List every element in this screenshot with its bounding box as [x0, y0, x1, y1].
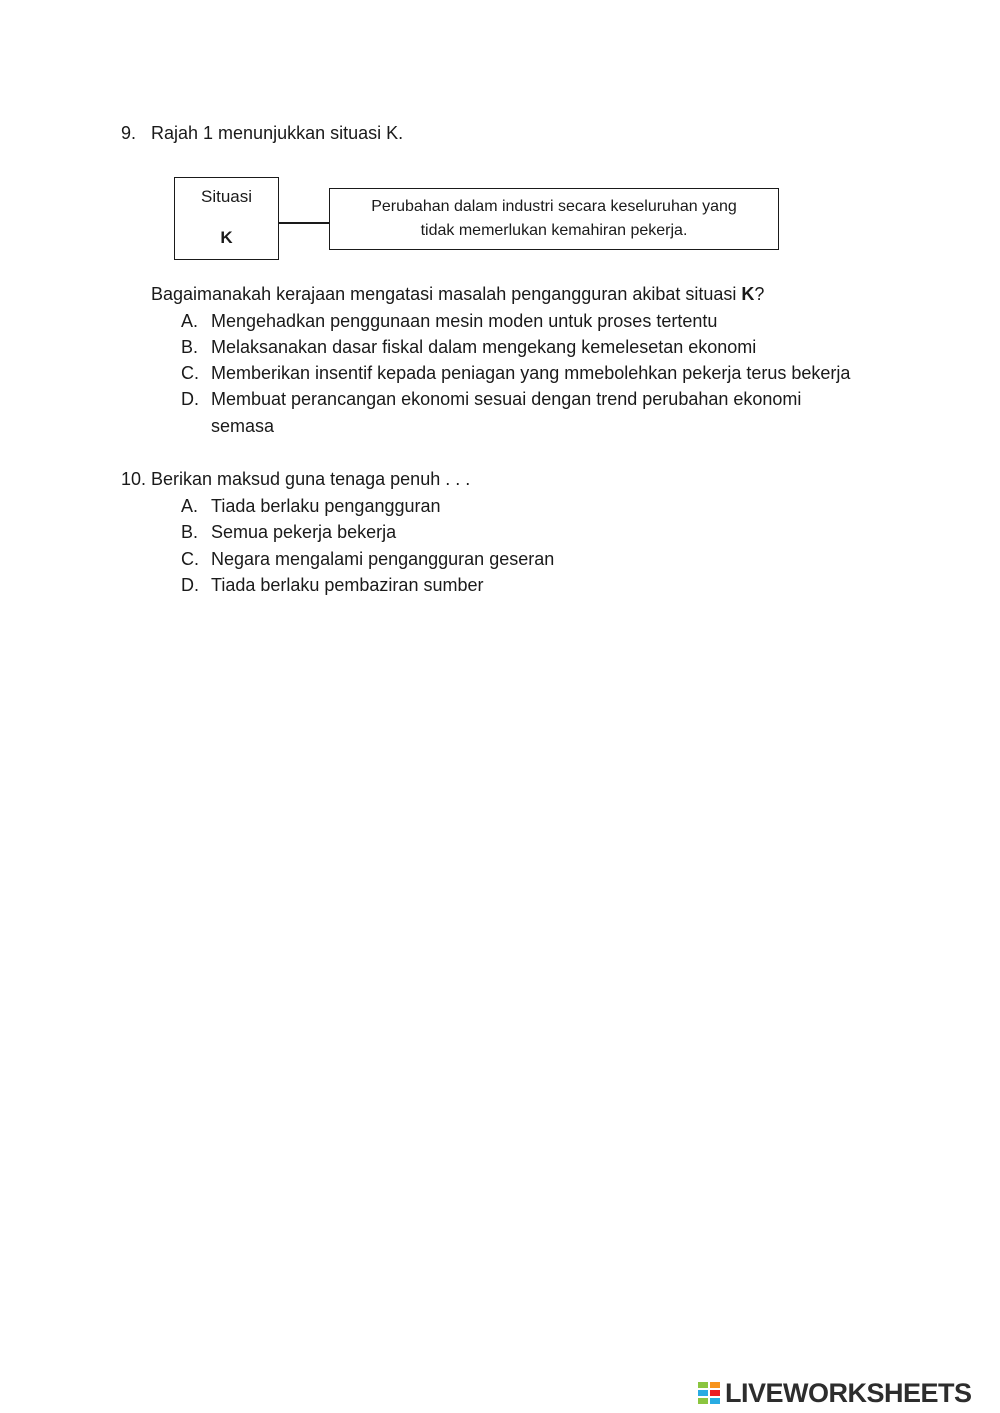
option-text: Membuat perancangan ekonomi sesuai dengan trend perubahan ekonomi [211, 389, 802, 409]
option-text: Semua pekerja bekerja [211, 522, 397, 542]
q9-option-c[interactable] [181, 362, 881, 384]
q9-option-a[interactable] [181, 310, 881, 332]
diagram-connector-line [279, 222, 329, 224]
liveworksheets-logo [698, 1377, 972, 1409]
liveworksheets-logo-icon [698, 1380, 722, 1406]
question-10-number: 10. [121, 469, 147, 489]
description-line-2: tidak memerlukan kemahiran pekerja. [420, 222, 688, 239]
situation-letter: K [220, 228, 233, 247]
option-letter: C. [181, 549, 199, 569]
prompt-bold-letter: K [741, 284, 755, 304]
question-9-number: 9. [121, 123, 137, 143]
logo-block-blue-2 [710, 1398, 720, 1404]
logo-block-green-2 [698, 1398, 708, 1404]
question-10-heading [121, 468, 521, 490]
option-letter: A. [181, 311, 199, 331]
situation-k-box [174, 177, 279, 260]
option-text: Mengehadkan penggunaan mesin moden untuk proses tertentu [211, 311, 718, 331]
option-text-continued: semasa [211, 416, 275, 436]
q9-option-b[interactable] [181, 336, 881, 358]
q9-option-d[interactable] [181, 388, 881, 436]
option-text: Negara mengalami pengangguran geseran [211, 549, 555, 569]
option-letter: D. [181, 389, 199, 409]
prompt-end: ? [754, 284, 765, 304]
q10-option-c[interactable] [181, 548, 781, 570]
option-letter: B. [181, 337, 199, 357]
q10-option-a[interactable] [181, 495, 781, 517]
q10-option-d[interactable] [181, 574, 781, 596]
option-letter: D. [181, 575, 199, 595]
option-letter: A. [181, 496, 199, 516]
question-10-text: Berikan maksud guna tenaga penuh . . . [151, 469, 471, 489]
question-9-text: Rajah 1 menunjukkan situasi K. [151, 123, 404, 143]
question-9-prompt [151, 283, 764, 305]
q10-option-b[interactable] [181, 521, 781, 543]
option-text: Memberikan insentif kepada peniagan yang mmebolehkan pekerja terus bekerja [211, 363, 851, 383]
option-text: Tiada berlaku pengangguran [211, 496, 441, 516]
situation-label: Situasi [200, 187, 253, 206]
option-letter: C. [181, 363, 199, 383]
logo-block-red [710, 1390, 720, 1396]
liveworksheets-brand-text: LIVEWORKSHEETS [725, 1377, 972, 1408]
option-text: Melaksanakan dasar fiskal dalam mengekang kemelesetan ekonomi [211, 337, 757, 357]
logo-block-blue [698, 1390, 708, 1396]
situation-description-box [329, 188, 779, 250]
logo-block-green [698, 1382, 708, 1388]
option-text: Tiada berlaku pembaziran sumber [211, 575, 484, 595]
description-line-1: Perubahan dalam industri secara keseluruhan yang [371, 198, 737, 215]
logo-block-orange [710, 1382, 720, 1388]
option-letter: B. [181, 522, 199, 542]
prompt-text: Bagaimanakah kerajaan mengatasi masalah pengangguran akibat situasi [151, 284, 742, 304]
question-9-heading [121, 122, 521, 144]
